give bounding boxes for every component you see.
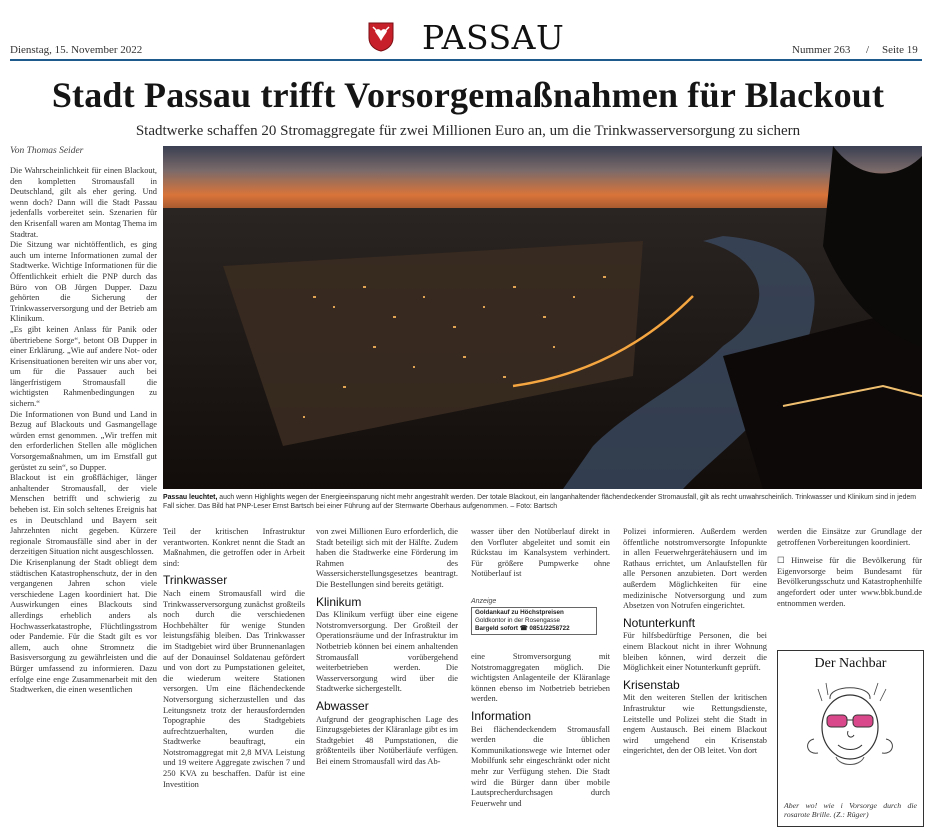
ad-box xyxy=(471,607,597,635)
paragraph: werden die Einsätze zur Grundlage der getroffenen Vorbereitungen koordiniert. xyxy=(777,527,922,547)
passau-crest-icon xyxy=(368,22,394,52)
header-rule xyxy=(10,59,922,61)
issue-date: Dienstag, 15. November 2022 xyxy=(10,44,143,56)
paragraph: Nach einem Stromausfall wird die Trinkwasserversorgung zunächst großteils noch durch die verschiedenen Hochbehälter für wenige Stunden leistungsfähig bleiben. Das Trinkwasser im Stadtgebiet wird über Brunnenanlagen auf der Donauinsel Soldatenau gefördert und von dort zu Pumpstationen geleitet, die wiederum weitere Stationen versorgen. Um eine flächendeckende Notversorgung sicherzustellen und das Leitungsnetz trotz der herausfordernden Topographie des Stadtgebiets aufrechtzuerhalten, wurden die Stadtwerke beauftragt, ein Notstromaggregat mit 2,8 MVA Leistung und 19 weitere Aggregate zwischen 7 und 250 KVA zu beschaffen. Dafür ist eine Investition xyxy=(163,588,305,789)
advertisement xyxy=(471,598,597,640)
cartoon-box xyxy=(777,650,924,827)
cartoon-credit: (Z.: Rüger) xyxy=(833,810,869,820)
article-column-1 xyxy=(10,166,157,836)
caption-text: auch wenn Highlights wegen der Energieeinsparung nicht mehr angestrahlt werden. Der totale Blackout, ein langanhaltender flächendeckender Stromausfall, gilt als recht unwahrscheinlich. Trinkwasser und Klinikum sind in jedem Fall sicher. Das Bild hat PNP-Leser Ernst Bartsch bei einer Führung auf der Sternwarte Oberhaus aufgenommen. xyxy=(163,494,917,511)
cartoon-drawing xyxy=(800,679,900,774)
issue-separator: / xyxy=(866,44,870,56)
article-column-2 xyxy=(163,527,305,835)
paragraph: Die Krisenplanung der Stadt obliegt dem städtischen Katastrophenschutz, der in den vergangenen Jahren schon viele verschiedene Lagen koordiniert hat. Die Auswirkungen eines Blackouts sind allerdings erheblich anders als Hochwasserkatastrophe, Flüchtlingsstrom oder Pandemie. Für die Stadt gilt es vor allem, auch ohne Stromnetz die Basisversorgung zu gewährleisten und die Bürger umfassend zu informieren. Dazu erfolge eine enge Zusammenarbeit mit den Stadtwerken, die einen wesentlichen xyxy=(10,557,157,695)
subheading-klinikum: Klinikum xyxy=(316,594,362,609)
subheading-abwasser: Abwasser xyxy=(316,698,369,713)
subheading-notunterkunft: Notunterkunft xyxy=(623,615,696,630)
paragraph: eine Stromversorgung mit Notstromaggregaten möglich. Die wichtigsten Anlagenteile der Kläranlage können ebenso im Notbetrieb betrieben werden. xyxy=(471,652,610,704)
paragraph: Für hilfsbedürftige Personen, die bei einem Blackout nicht in ihrer Wohnung bleiben können, wird derzeit die Möglichkeit einer Notunterkunft geprüft. xyxy=(623,631,767,673)
ad-label: Anzeige xyxy=(471,598,497,605)
subheading-krisenstab: Krisenstab xyxy=(623,677,680,692)
paragraph: „Es gibt keinen Anlass für Panik oder übertriebene Sorge“, betont OB Dupper in einer Erklärung. „Wie auf andere Not- oder Krisensituationen bereiten wir uns aber vor, um für die Passauer auch bei längerfristigem Stromausfall die wichtigsten Rahmenbedingungen zu sichern.“ xyxy=(10,324,157,409)
paragraph: wasser über den Notüberlauf direkt in den Vorfluter abgeleitet und somit ein Rückstau im Kanalsystem verhindert. Für größere Pumpwerke ohne Notüberlauf ist xyxy=(471,527,610,579)
ad-line: Bargeld sofort ☎ 0851/2258722 xyxy=(475,625,570,632)
ad-line: Goldkontor in der Rosengasse xyxy=(475,617,561,624)
paragraph: Das Klinikum verfügt über eine eigene Notstromversorgung. Der Großteil der Operationsräume und der Infrastruktur im Notbetrieb können bei einem anhaltenden Stromausfall vorübergehend weiterbetrieben werden. Die Wasserversorgung wird über die Stadtwerke sichergestellt. xyxy=(316,610,458,694)
paragraph: Aufgrund der geographischen Lage des Einzugsgebietes der Kläranlage gibt es im Stadtgebiet 48 Pumpstationen, die größtenteils über Notüberläufe verfügen. Bei einem Stromausfall wird das Ab- xyxy=(316,714,458,766)
paragraph: Polizei informieren. Außerdem werden öffentliche notstromversorgte Infopunkte in allen Feuerwehrgerätehäusern und im Rathaus errichtet, um Anlaufstellen für alle Personen anzubieten. Dort werden außerdem Möglichkeiten für eine medizinische Notversorgung und zum Absetzen von Notrufen eingerichtet. xyxy=(623,527,767,611)
section-title: PASSAU xyxy=(422,18,565,57)
article-column-6 xyxy=(777,527,922,645)
issue-number: Nummer 263 xyxy=(792,44,851,56)
paragraph: Blackout ist ein großflächiger, länger anhaltender Stromausfall, der viele Menschen betrifft und schwierig zu beheben ist. Ein solch seltenes Ereignis hat es in Deutschland und Bayern seit Jahrzehnten nicht gegeben. Kürzere regionale Stromausfälle sind aber in der derzeitigen Situation nicht ausgeschlossen. xyxy=(10,473,157,557)
subheading-trinkwasser: Trinkwasser xyxy=(163,573,228,588)
article-column-4-top xyxy=(471,527,610,597)
subheading-information: Information xyxy=(471,708,532,723)
paragraph: von zwei Millionen Euro erforderlich, die Stadt beteiligt sich mit der Hälfte. Zudem haben die Stadtwerke eine Förderung im Rahmen des Wassersicherstellungsgesetzes beantragt. Die Bestellungen sind bereits getätigt. xyxy=(316,527,458,589)
city-night-photo xyxy=(163,146,922,489)
ad-line: Goldankauf zu Höchstpreisen xyxy=(475,609,564,616)
article-headline: Stadt Passau trifft Vorsorgemaßnahmen für Blackout xyxy=(51,75,885,115)
paragraph: Bei flächendeckendem Stromausfall werden die üblichen Kommunikationswege wie Internet oder Mobilfunk sehr eingeschränkt oder nicht mehr zur Verfügung stehen. Die Stadt wird die Bürger dann über mobile Lautsprecherdurchsagen durch Feuerwehr und xyxy=(471,724,610,808)
caption-lead: Passau leuchtet, xyxy=(163,494,218,501)
paragraph: Mit den weiteren Stellen der kritischen Infrastruktur wie Rettungsdienste, Leitstelle und Polizei steht die Stadt in engem Austausch. Bei einem Blackout wird umgehend ein Krisenstab eingerichtet, den der OB leitet. Von dort xyxy=(623,693,767,756)
cartoon-caption xyxy=(784,801,917,820)
article-column-4 xyxy=(471,652,610,835)
article-column-3 xyxy=(316,527,458,835)
info-hint: ☐ Hinweise für die Bevölkerung für Eigenvorsorge beim Bundesamt für Bevölkerungsschutz und Katastrophenhilfe angefordert oder unter www.bbk.bund.de entnommen werden. xyxy=(777,556,922,608)
paragraph: Die Informationen von Bund und Land in Bezug auf Blackouts und Gasmangellage würden ernst genommen. „Wir treffen mit den erforderlichen Stellen alle möglichen Vorsorgemaßnahmen, um im Ernstfall gut gerüstet zu sein“, so Dupper. xyxy=(10,409,157,472)
photo-credit: – Foto: Bartsch xyxy=(508,503,558,511)
article-column-5 xyxy=(623,527,767,835)
paragraph: Die Wahrscheinlichkeit für einen Blackout, den kompletten Stromausfall in Deutschland, gilt als eher gering. Und wenn doch? Dann will die Stadt Passau jedenfalls vorbereitet sein. Szenarien für den Krisenfall waren am Montag Thema im Stadtrat. xyxy=(10,166,157,239)
cartoon-title: Der Nachbar xyxy=(814,656,887,671)
cartoon-caption-text: Aber wo! wie i Vorsorge durch die rosarote Brille. xyxy=(784,800,917,820)
paragraph: Teil der kritischen Infrastruktur verantworten. Konkret nennt die Stadt an Maßnahmen, die getroffen oder in Arbeit sind: xyxy=(163,527,305,568)
article-subheadline: Stadtwerke schaffen 20 Stromaggregate für zwei Millionen Euro an, um die Trinkwasserversorgung zu sichern xyxy=(135,123,801,139)
paragraph: Die Sitzung war nichtöffentlich, es ging auch um interne Informationen zumal der Stadtwerke. Wichtige Informationen für die Öffentlichkeit erhielt die PNP durch das Büro von OB Jürgen Dupper. Dazu gehörten die Sicherung der Trinkwasserversorgung und der Betrieb am Klinikum. xyxy=(10,240,157,324)
byline: Von Thomas Seider xyxy=(10,146,84,156)
photo-caption xyxy=(163,493,922,512)
page-number: Seite 19 xyxy=(882,44,918,56)
